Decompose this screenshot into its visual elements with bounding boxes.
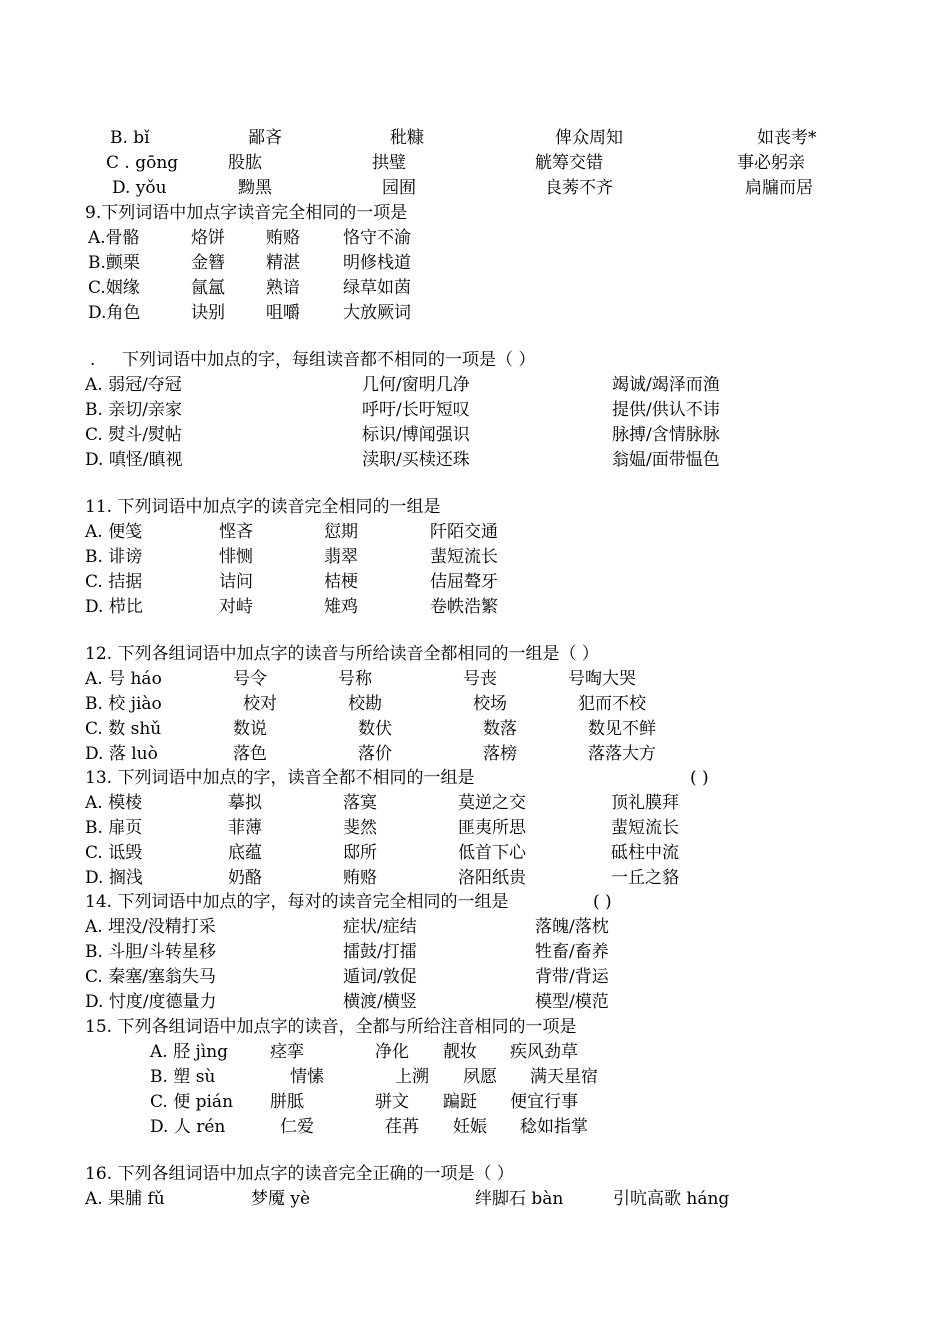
text-cell: 横渡/横竖	[343, 992, 417, 1012]
text-cell: 下列词语中加点的字，每组读音都不相同的一项是（ ）	[122, 350, 536, 370]
text-cell: B. 诽谤	[85, 547, 143, 567]
text-cell: 佶屈聱牙	[430, 572, 498, 592]
text-cell: 数说	[233, 719, 267, 739]
text-cell: B. 斗胆/斗转星移	[85, 942, 217, 962]
text-cell: 仁爱	[280, 1117, 314, 1137]
text-cell: 绿草如茵	[343, 278, 411, 298]
text-cell: B. 塑 sù	[150, 1067, 216, 1087]
text-cell: B. 亲切/亲家	[85, 400, 183, 420]
text-cell: C. 便 pián	[150, 1092, 234, 1112]
text-cell: 匪夷所思	[458, 818, 526, 838]
text-cell: 斐然	[343, 818, 377, 838]
text-cell: 蜚短流长	[611, 818, 679, 838]
text-cell: 拱璧	[372, 153, 406, 173]
text-cell: .	[90, 350, 96, 370]
text-cell: 几何/窗明几净	[362, 375, 470, 395]
text-cell: 犯而不校	[578, 694, 646, 714]
text-cell: 12. 下列各组词语中加点字的读音与所给读音全都相同的一组是（ ）	[85, 644, 599, 664]
text-cell: 号称	[338, 669, 372, 689]
text-cell: 雉鸡	[324, 597, 358, 617]
text-cell: 痉挛	[270, 1042, 304, 1062]
text-cell: 诀别	[191, 303, 225, 323]
text-cell: 砥柱中流	[611, 843, 679, 863]
text-cell: ( )	[690, 768, 709, 788]
text-cell: 疾风劲草	[510, 1042, 578, 1062]
text-line	[0, 226, 950, 251]
text-line	[0, 373, 950, 398]
text-cell: 股肱	[228, 153, 262, 173]
text-cell: C. 秦塞/塞翁失马	[85, 967, 216, 987]
text-cell: 蹁跹	[443, 1092, 477, 1112]
text-cell: D. 落 luò	[85, 744, 158, 764]
text-cell: 引吭高歌 háng	[613, 1189, 730, 1209]
text-cell: 便宜行事	[510, 1092, 578, 1112]
text-cell: 恪守不渝	[343, 228, 411, 248]
text-cell: 妊娠	[453, 1117, 487, 1137]
text-cell: 渎职/买椟还珠	[362, 450, 470, 470]
text-cell: 16. 下列各组词语中加点字的读音完全正确的一项是（ ）	[85, 1164, 514, 1184]
text-cell: 贿赂	[266, 228, 300, 248]
text-line	[0, 301, 950, 326]
text-cell: 莫逆之交	[458, 793, 526, 813]
text-cell: D.角色	[88, 303, 141, 323]
text-cell: 校对	[243, 694, 277, 714]
text-line	[0, 276, 950, 301]
text-line	[0, 176, 950, 201]
text-cell: D. 栉比	[85, 597, 143, 617]
text-cell: B. bǐ	[110, 128, 150, 148]
text-cell: 悱恻	[219, 547, 253, 567]
text-cell: 精湛	[266, 253, 300, 273]
text-cell: 落寞	[343, 793, 377, 813]
text-cell: 落榜	[483, 744, 517, 764]
text-line	[0, 1040, 950, 1065]
text-line	[0, 1065, 950, 1090]
text-cell: D. 忖度/度德量力	[85, 992, 217, 1012]
text-line	[0, 965, 950, 990]
text-line	[0, 151, 950, 176]
text-cell: A. 胫 jìng	[150, 1042, 229, 1062]
text-cell: A. 模棱	[85, 793, 143, 813]
text-cell: 明修栈道	[343, 253, 411, 273]
text-cell: 骈文	[375, 1092, 409, 1112]
text-cell: 号令	[233, 669, 267, 689]
text-cell: 落色	[233, 744, 267, 764]
text-cell: C. 拮据	[85, 572, 143, 592]
text-cell: 荏苒	[385, 1117, 419, 1137]
text-cell: 咀嚼	[266, 303, 300, 323]
text-line	[0, 495, 950, 520]
text-line	[0, 791, 950, 816]
text-cell: 翁媪/面带愠色	[612, 450, 720, 470]
text-cell: 蜚短流长	[430, 547, 498, 567]
text-cell: 大放厥词	[343, 303, 411, 323]
text-line	[0, 570, 950, 595]
text-cell: 烙饼	[191, 228, 225, 248]
text-line	[0, 1090, 950, 1115]
text-cell: C.姻缘	[88, 278, 140, 298]
text-cell: 金簪	[191, 253, 225, 273]
text-cell: A. 埋没/没精打采	[85, 917, 216, 937]
text-cell: 邸所	[343, 843, 377, 863]
text-cell: 校勘	[348, 694, 382, 714]
text-cell: 背带/背运	[535, 967, 609, 987]
text-cell: A. 号 háo	[85, 669, 162, 689]
text-cell: 14. 下列词语中加点的字，每对的读音完全相同的一组是	[85, 892, 509, 912]
text-cell: 秕糠	[390, 128, 424, 148]
text-cell: 校场	[473, 694, 507, 714]
text-line	[0, 717, 950, 742]
text-cell: 悭吝	[219, 522, 253, 542]
text-cell: A.骨骼	[88, 228, 140, 248]
text-cell: 模型/模范	[535, 992, 609, 1012]
text-cell: 稔如指掌	[520, 1117, 588, 1137]
text-cell: 园囿	[382, 178, 416, 198]
text-cell: 良莠不齐	[545, 178, 613, 198]
text-line	[0, 940, 950, 965]
text-line	[0, 1015, 950, 1040]
text-cell: 数见不鲜	[588, 719, 656, 739]
text-cell: 净化	[375, 1042, 409, 1062]
text-cell: 对峙	[219, 597, 253, 617]
text-cell: 黝黑	[238, 178, 272, 198]
text-cell: 菲薄	[228, 818, 262, 838]
text-line	[0, 1162, 950, 1187]
text-cell: 靓妆	[443, 1042, 477, 1062]
text-cell: 号啕大哭	[568, 669, 636, 689]
text-cell: 低首下心	[458, 843, 526, 863]
text-cell: B. 扉页	[85, 818, 143, 838]
text-cell: 数伏	[358, 719, 392, 739]
text-line	[0, 667, 950, 692]
text-cell: 鄙吝	[248, 128, 282, 148]
text-line	[0, 990, 950, 1015]
text-line	[0, 866, 950, 891]
text-cell: 呼吁/长吁短叹	[362, 400, 470, 420]
text-cell: C. 熨斗/熨帖	[85, 425, 182, 445]
text-cell: 提供/供认不讳	[612, 400, 720, 420]
text-cell: 一丘之貉	[611, 868, 679, 888]
text-line	[0, 890, 950, 915]
text-cell: 情愫	[290, 1067, 324, 1087]
text-cell: 遁词/敦促	[343, 967, 417, 987]
text-cell: 绊脚石 bàn	[475, 1189, 564, 1209]
text-cell: 氤氲	[191, 278, 225, 298]
text-cell: 如丧考*	[757, 128, 817, 148]
text-cell: 标识/博闻强识	[362, 425, 470, 445]
text-cell: D. 嗔怪/瞋视	[85, 450, 183, 470]
text-cell: 卷帙浩繁	[430, 597, 498, 617]
text-cell: 号丧	[463, 669, 497, 689]
text-cell: 梦魇 yè	[251, 1189, 311, 1209]
text-cell: 事必躬亲	[737, 153, 805, 173]
text-line	[0, 1187, 950, 1212]
text-cell: D. 人 rén	[150, 1117, 226, 1137]
text-cell: 顶礼膜拜	[611, 793, 679, 813]
text-cell: 觥筹交错	[535, 153, 603, 173]
text-cell: 贿赂	[343, 868, 377, 888]
text-cell: ( )	[593, 892, 612, 912]
text-cell: 症状/症结	[343, 917, 417, 937]
text-line	[0, 448, 950, 473]
text-line	[0, 126, 950, 151]
text-cell: 奶酪	[228, 868, 262, 888]
text-cell: D. yǒu	[112, 178, 167, 198]
text-line	[0, 545, 950, 570]
text-line	[0, 423, 950, 448]
text-cell: 阡陌交通	[430, 522, 498, 542]
text-cell: A. 果脯 fǔ	[85, 1189, 165, 1209]
text-cell: 底蕴	[228, 843, 262, 863]
text-cell: 数落	[483, 719, 517, 739]
text-cell: C . gōng	[106, 153, 179, 173]
text-cell: 诘问	[219, 572, 253, 592]
text-cell: 11. 下列词语中加点字的读音完全相同的一组是	[85, 497, 441, 517]
text-cell: 脉搏/含情脉脉	[612, 425, 720, 445]
text-cell: B.颤栗	[88, 253, 140, 273]
text-cell: 摹拟	[228, 793, 262, 813]
text-cell: 桔梗	[324, 572, 358, 592]
text-cell: 9.下列词语中加点字读音完全相同的一项是	[85, 203, 408, 223]
text-line	[0, 201, 950, 226]
text-cell: 俾众周知	[555, 128, 623, 148]
text-cell: 愆期	[324, 522, 358, 542]
text-cell: C. 诋毁	[85, 843, 143, 863]
text-line	[0, 642, 950, 667]
text-cell: 夙愿	[463, 1067, 497, 1087]
text-line	[0, 520, 950, 545]
text-cell: 胼胝	[270, 1092, 304, 1112]
text-cell: 落价	[358, 744, 392, 764]
text-line	[0, 251, 950, 276]
text-line	[0, 742, 950, 767]
text-cell: 落魄/落枕	[535, 917, 609, 937]
text-cell: D. 搁浅	[85, 868, 143, 888]
text-cell: C. 数 shǔ	[85, 719, 162, 739]
text-cell: 满天星宿	[530, 1067, 598, 1087]
text-cell: 牲畜/畜养	[535, 942, 609, 962]
text-cell: 擂鼓/打擂	[343, 942, 417, 962]
text-line	[0, 348, 950, 373]
text-line	[0, 1115, 950, 1140]
text-line	[0, 816, 950, 841]
text-cell: 13. 下列词语中加点的字，读音全都不相同的一组是	[85, 768, 475, 788]
text-line	[0, 398, 950, 423]
text-line	[0, 595, 950, 620]
text-cell: 熟谙	[266, 278, 300, 298]
text-cell: 竭诚/竭泽而渔	[612, 375, 720, 395]
text-cell: A. 便笺	[85, 522, 143, 542]
text-cell: 15. 下列各组词语中加点字的读音，全都与所给注音相同的一项是	[85, 1017, 577, 1037]
text-cell: 落落大方	[588, 744, 656, 764]
text-line	[0, 841, 950, 866]
text-cell: A. 弱冠/夺冠	[85, 375, 182, 395]
text-line	[0, 692, 950, 717]
text-line	[0, 915, 950, 940]
text-line	[0, 766, 950, 791]
text-cell: 翡翠	[324, 547, 358, 567]
text-cell: 扃牖而居	[745, 178, 813, 198]
text-cell: B. 校 jiào	[85, 694, 162, 714]
text-cell: 上溯	[395, 1067, 429, 1087]
text-cell: 洛阳纸贵	[458, 868, 526, 888]
